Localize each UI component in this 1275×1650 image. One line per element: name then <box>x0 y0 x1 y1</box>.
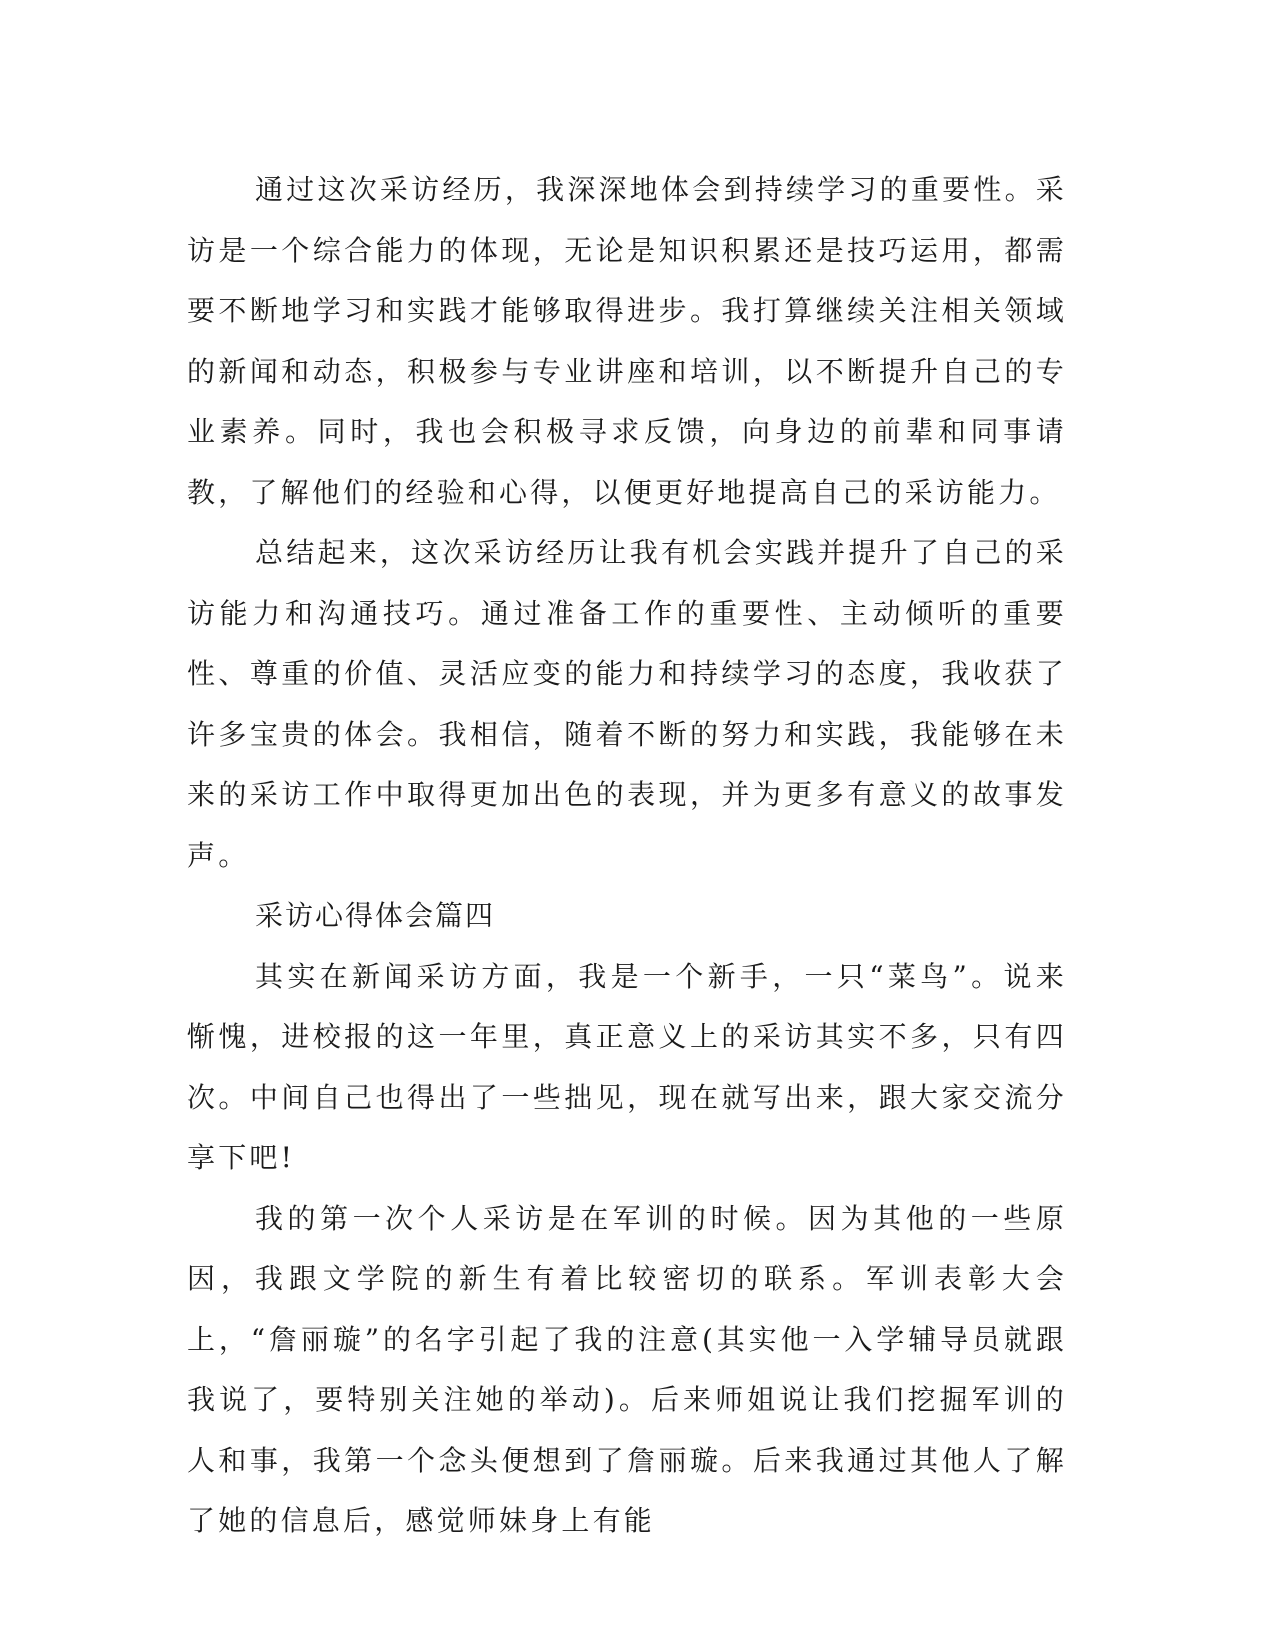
paragraph-first-interview: 我的第一次个人采访是在军训的时候。因为其他的一些原因，我跟文学院的新生有着比较密切的联系。军训表彰大会上，“詹丽璇”的名字引起了我的注意(其实他一入学辅导员就跟我说了，要特别关注她的举动)。后来师姐说让我们挖掘军训的人和事，我第一个念头便想到了詹丽璇。后来我通过其他人了解了她的信息后，感觉师妹身上有能 <box>187 1201 1067 1537</box>
paragraph-newcomer: 其实在新闻采访方面，我是一个新手，一只“菜鸟”。说来惭愧，进校报的这一年里，真正意义上的采访其实不多，只有四次。中间自己也得出了一些拙见，现在就写出来，跟大家交流分享下吧! <box>187 959 1067 1174</box>
paragraph-summary: 总结起来，这次采访经历让我有机会实践并提升了自己的采访能力和沟通技巧。通过准备工作的重要性、主动倾听的重要性、尊重的价值、灵活应变的能力和持续学习的态度，我收获了许多宝贵的体会。我相信，随着不断的努力和实践，我能够在未来的采访工作中取得更加出色的表现，并为更多有意义的故事发声。 <box>187 536 1067 872</box>
document-body <box>187 160 1067 1552</box>
section-heading: 采访心得体会篇四 <box>255 899 496 932</box>
paragraph-continuous-learning: 通过这次采访经历，我深深地体会到持续学习的重要性。采访是一个综合能力的体现，无论是知识积累还是技巧运用，都需要不断地学习和实践才能够取得进步。我打算继续关注相关领域的新闻和动态，积极参与专业讲座和培训，以不断提升自己的专业素养。同时，我也会积极寻求反馈，向身边的前辈和同事请教，了解他们的经验和心得，以便更好地提高自己的采访能力。 <box>187 173 1067 509</box>
